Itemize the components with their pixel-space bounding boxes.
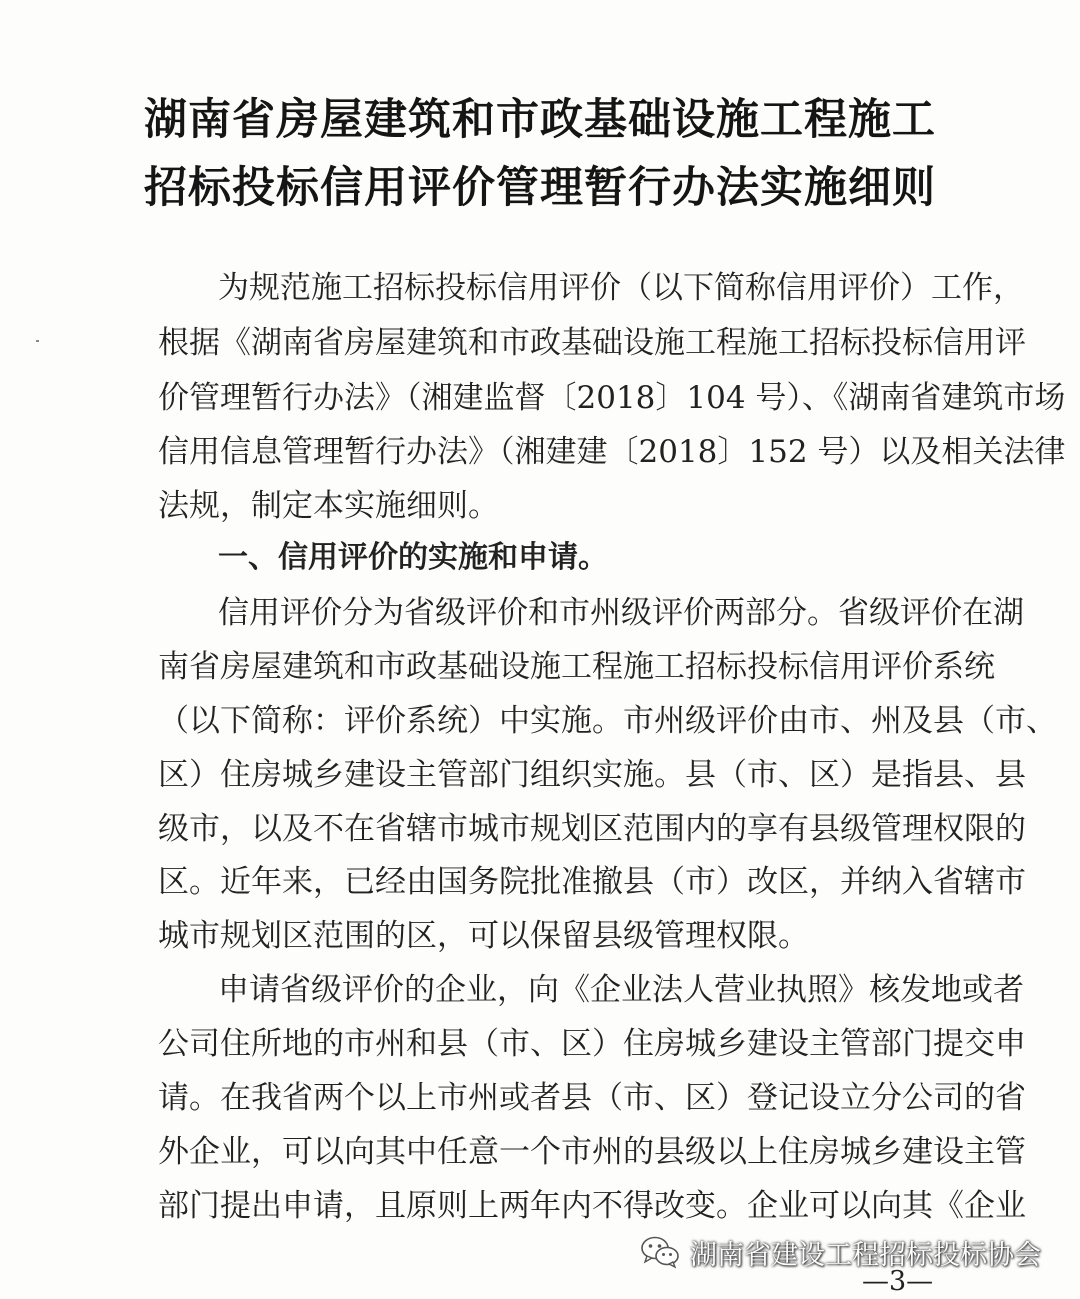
paragraph-3-line-5: 部门提出申请，且原则上两年内不得改变。企业可以向其《企业 — [158, 1188, 1026, 1224]
section-heading: 一、信用评价的实施和申请。 — [218, 540, 608, 575]
paragraph-1-line-1: 为规范施工招标投标信用评价（以下简称信用评价）工作， — [218, 270, 1024, 306]
watermark-text: 湖南省建设工程招标投标协会 — [690, 1239, 1041, 1271]
paragraph-2-line-4: 区）住房城乡建设主管部门组织实施。县（市、区）是指县、县 — [158, 757, 1026, 793]
paragraph-3-line-2: 公司住所地的市州和县（市、区）住房城乡建设主管部门提交申 — [158, 1026, 1026, 1062]
paragraph-1-line-5: 法规，制定本实施细则。 — [158, 488, 499, 524]
document-title-line-1: 湖南省房屋建筑和市政基础设施工程施工 — [144, 95, 936, 145]
paragraph-2-line-1: 信用评价分为省级评价和市州级评价两部分。省级评价在湖 — [218, 595, 1024, 631]
paragraph-1-line-4: 信用信息管理暂行办法》（湘建建〔2018〕152 号）以及相关法律 — [158, 434, 1066, 470]
paragraph-3-line-4: 外企业，可以向其中任意一个市州的县级以上住房城乡建设主管 — [158, 1134, 1026, 1170]
page-number: —3— — [862, 1266, 934, 1297]
scan-speck — [36, 340, 39, 342]
document-title-line-2: 招标投标信用评价管理暂行办法实施细则 — [144, 163, 936, 213]
paragraph-2-line-5: 级市，以及不在省辖市城市规划区范围内的享有县级管理权限的 — [158, 811, 1026, 847]
paragraph-3-line-1: 申请省级评价的企业，向《企业法人营业执照》核发地或者 — [218, 972, 1024, 1008]
paragraph-2-line-7: 城市规划区范围的区，可以保留县级管理权限。 — [158, 918, 809, 954]
paragraph-2-line-3: （以下简称：评价系统）中实施。市州级评价由市、州及县（市、 — [158, 703, 1057, 739]
paragraph-2-line-6: 区。近年来，已经由国务院批准撤县（市）改区，并纳入省辖市 — [158, 864, 1026, 900]
paragraph-2-line-2: 南省房屋建筑和市政基础设施工程施工招标投标信用评价系统 — [158, 649, 995, 685]
paragraph-1-line-2: 根据《湖南省房屋建筑和市政基础设施工程施工招标投标信用评 — [158, 325, 1026, 361]
wechat-icon — [640, 1235, 680, 1269]
paragraph-3-line-3: 请。在我省两个以上市州或者县（市、区）登记设立分公司的省 — [158, 1080, 1026, 1116]
watermark — [640, 1232, 1041, 1272]
paragraph-1-line-3: 价管理暂行办法》（湘建监督〔2018〕104 号）、《湖南省建筑市场 — [158, 380, 1066, 416]
